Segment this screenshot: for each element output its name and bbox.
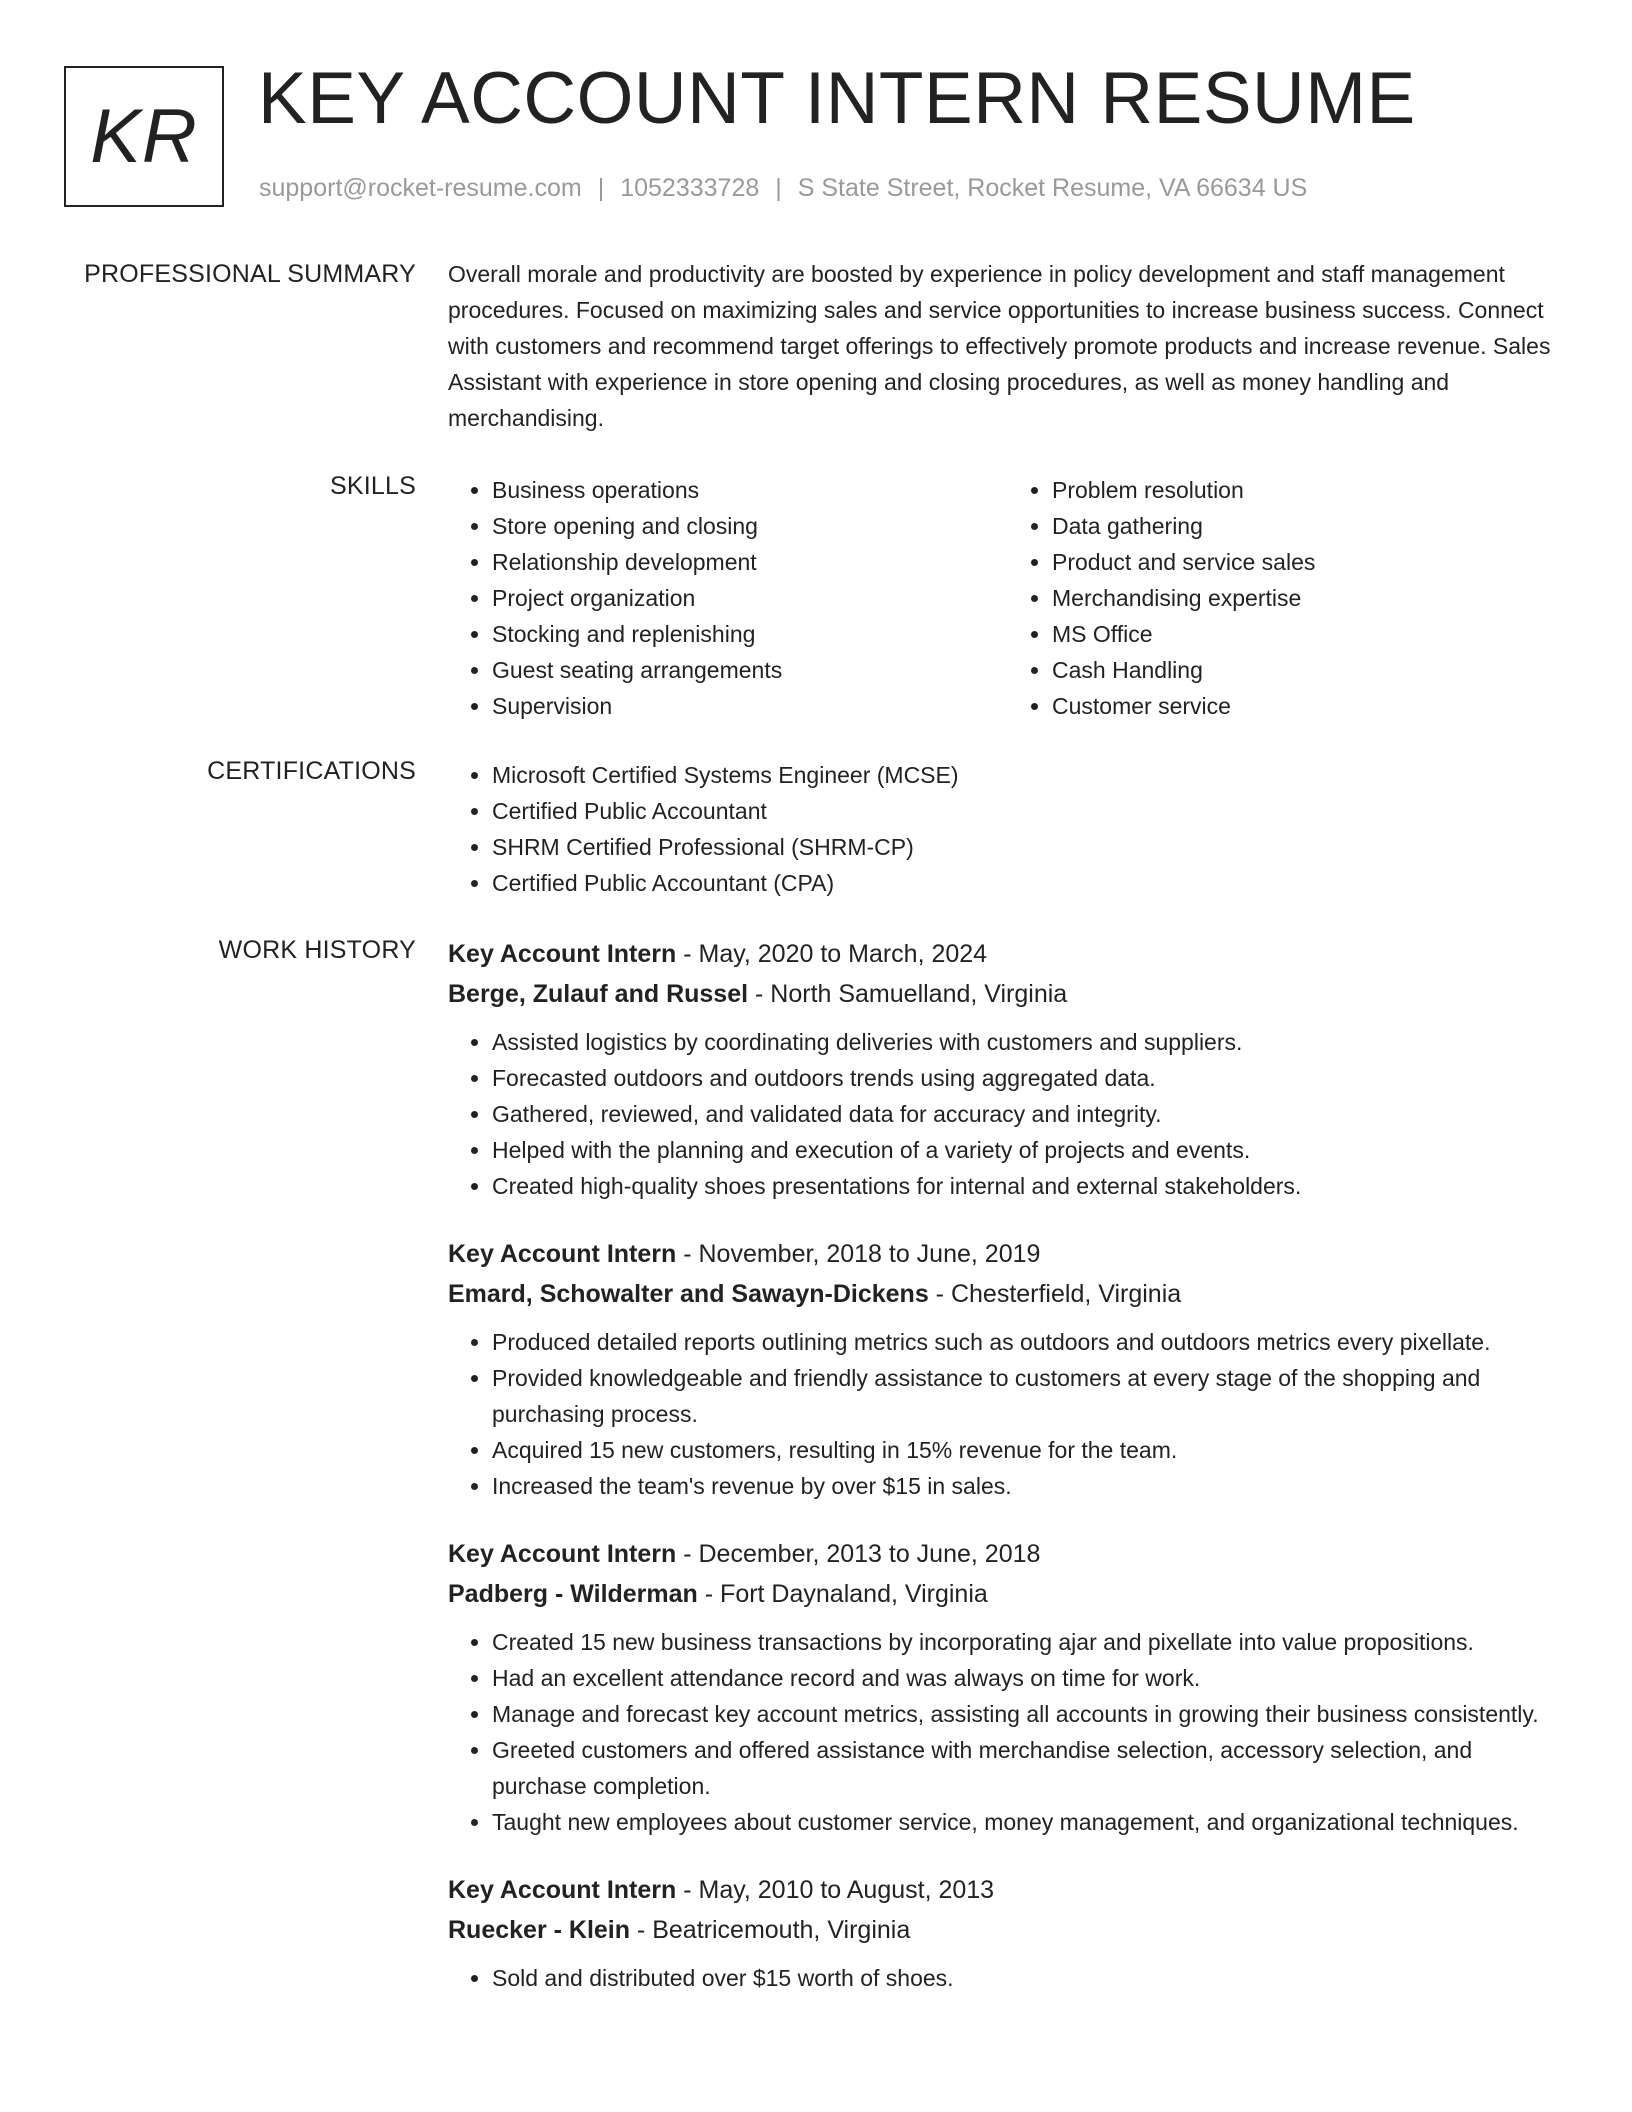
skill-item: • Relationship development xyxy=(492,544,1008,580)
skill-item: • Guest seating arrangements xyxy=(492,652,1008,688)
job-bullet: • Increased the team's revenue by over $15 in sales. xyxy=(492,1468,1568,1504)
job-bullet: • Created high-quality shoes presentations for internal and external stakeholders. xyxy=(492,1168,1568,1204)
job-company: Emard, Schowalter and Sawayn-Dickens xyxy=(448,1280,929,1308)
job-bullet: • Created 15 new business transactions by incorporating ajar and pixellate into value propositions. xyxy=(492,1624,1568,1660)
skill-item: • MS Office xyxy=(1052,616,1568,652)
section-label-certifications: CERTIFICATIONS xyxy=(207,757,416,785)
job-dates: - May, 2010 to August, 2013 xyxy=(676,1876,995,1904)
monogram-logo: KR xyxy=(64,66,224,207)
job-entry xyxy=(448,1870,1568,1996)
job-title: Key Account Intern xyxy=(448,940,677,968)
section-label-skills: SKILLS xyxy=(330,472,416,500)
certification-item: • SHRM Certified Professional (SHRM-CP) xyxy=(492,829,1568,865)
job-company: Berge, Zulauf and Russel xyxy=(448,980,749,1008)
job-bullet: • Had an excellent attendance record and was always on time for work. xyxy=(492,1660,1568,1696)
skill-item: • Supervision xyxy=(492,688,1008,724)
contact-separator: | xyxy=(775,174,782,202)
job-dates: - November, 2018 to June, 2019 xyxy=(676,1240,1041,1268)
job-bullet: • Taught new employees about customer service, money management, and organizational techniques. xyxy=(492,1804,1568,1840)
contact-phone: 1052333728 xyxy=(620,174,760,202)
skill-item: • Data gathering xyxy=(1052,508,1568,544)
job-title-line xyxy=(448,934,1568,974)
skill-item: • Problem resolution xyxy=(1052,472,1568,508)
job-title: Key Account Intern xyxy=(448,1540,677,1568)
job-title-line xyxy=(448,1534,1568,1574)
job-company-line xyxy=(448,1910,1568,1950)
section-label-work-history: WORK HISTORY xyxy=(218,936,416,964)
resume-header xyxy=(64,58,1568,210)
job-entry xyxy=(448,1234,1568,1504)
job-bullet: • Manage and forecast key account metrics, assisting all accounts in growing their business consistently. xyxy=(492,1696,1568,1732)
skills-list-right xyxy=(1008,472,1568,724)
work-history-body xyxy=(448,934,1568,2026)
skill-item: • Merchandising expertise xyxy=(1052,580,1568,616)
job-title-line xyxy=(448,1234,1568,1274)
job-bullets xyxy=(448,1324,1568,1504)
contact-address: S State Street, Rocket Resume, VA 66634 US xyxy=(797,174,1308,202)
job-company-line xyxy=(448,974,1568,1014)
summary-text: Overall morale and productivity are boosted by experience in policy development and staff management procedures. Focused on maximizing sales and service opportunities to increase business success. Connect with customers and recommend target offerings to effectively promote products and increase revenue. Sales Assistant with experience in store opening and closing procedures, as well as money handling and merchandising. xyxy=(448,261,1551,431)
resume-title: KEY ACCOUNT INTERN RESUME xyxy=(258,58,1416,139)
job-location: - Fort Daynaland, Virginia xyxy=(697,1580,988,1608)
job-location: - North Samuelland, Virginia xyxy=(748,980,1068,1008)
certifications-list xyxy=(448,757,1568,901)
summary-body xyxy=(448,256,1568,436)
skill-item: • Business operations xyxy=(492,472,1008,508)
job-bullets xyxy=(448,1960,1568,1996)
job-entry xyxy=(448,934,1568,1204)
job-company-line xyxy=(448,1274,1568,1314)
job-company-line xyxy=(448,1574,1568,1614)
job-title: Key Account Intern xyxy=(448,1240,677,1268)
job-bullets xyxy=(448,1024,1568,1204)
contact-line xyxy=(259,174,1307,203)
job-bullet: • Produced detailed reports outlining metrics such as outdoors and outdoors metrics every pixellate. xyxy=(492,1324,1568,1360)
skill-item: • Product and service sales xyxy=(1052,544,1568,580)
skill-item: • Customer service xyxy=(1052,688,1568,724)
skills-columns xyxy=(448,472,1568,724)
job-bullet: • Provided knowledgeable and friendly assistance to customers at every stage of the shopping and purchasing process. xyxy=(492,1360,1568,1432)
job-bullet: • Forecasted outdoors and outdoors trends using aggregated data. xyxy=(492,1060,1568,1096)
section-label-summary: PROFESSIONAL SUMMARY xyxy=(84,260,416,288)
job-dates: - December, 2013 to June, 2018 xyxy=(676,1540,1041,1568)
job-bullet: • Acquired 15 new customers, resulting in 15% revenue for the team. xyxy=(492,1432,1568,1468)
job-company: Ruecker - Klein xyxy=(448,1916,631,1944)
certification-item: • Microsoft Certified Systems Engineer (MCSE) xyxy=(492,757,1568,793)
job-bullets xyxy=(448,1624,1568,1840)
job-bullet: • Sold and distributed over $15 worth of shoes. xyxy=(492,1960,1568,1996)
contact-separator: | xyxy=(597,174,605,202)
skills-list-left xyxy=(448,472,1008,724)
job-location: - Chesterfield, Virginia xyxy=(928,1280,1182,1308)
job-company: Padberg - Wilderman xyxy=(448,1580,698,1608)
skill-item: • Cash Handling xyxy=(1052,652,1568,688)
certification-item: • Certified Public Accountant (CPA) xyxy=(492,865,1568,901)
skill-item: • Store opening and closing xyxy=(492,508,1008,544)
contact-email: support@rocket-resume.com xyxy=(259,174,582,202)
job-bullet: • Helped with the planning and execution of a variety of projects and events. xyxy=(492,1132,1568,1168)
skill-item: • Stocking and replenishing xyxy=(492,616,1008,652)
job-bullet: • Gathered, reviewed, and validated data for accuracy and integrity. xyxy=(492,1096,1568,1132)
skills-body xyxy=(448,472,1568,724)
job-entry xyxy=(448,1534,1568,1840)
job-location: - Beatricemouth, Virginia xyxy=(630,1916,911,1944)
job-title: Key Account Intern xyxy=(448,1876,677,1904)
certifications-body xyxy=(448,757,1568,901)
job-bullet: • Assisted logistics by coordinating deliveries with customers and suppliers. xyxy=(492,1024,1568,1060)
certification-item: • Certified Public Accountant xyxy=(492,793,1568,829)
skill-item: • Project organization xyxy=(492,580,1008,616)
job-dates: - May, 2020 to March, 2024 xyxy=(676,940,988,968)
job-bullet: • Greeted customers and offered assistance with merchandise selection, accessory selection, and purchase completion. xyxy=(492,1732,1568,1804)
job-title-line xyxy=(448,1870,1568,1910)
